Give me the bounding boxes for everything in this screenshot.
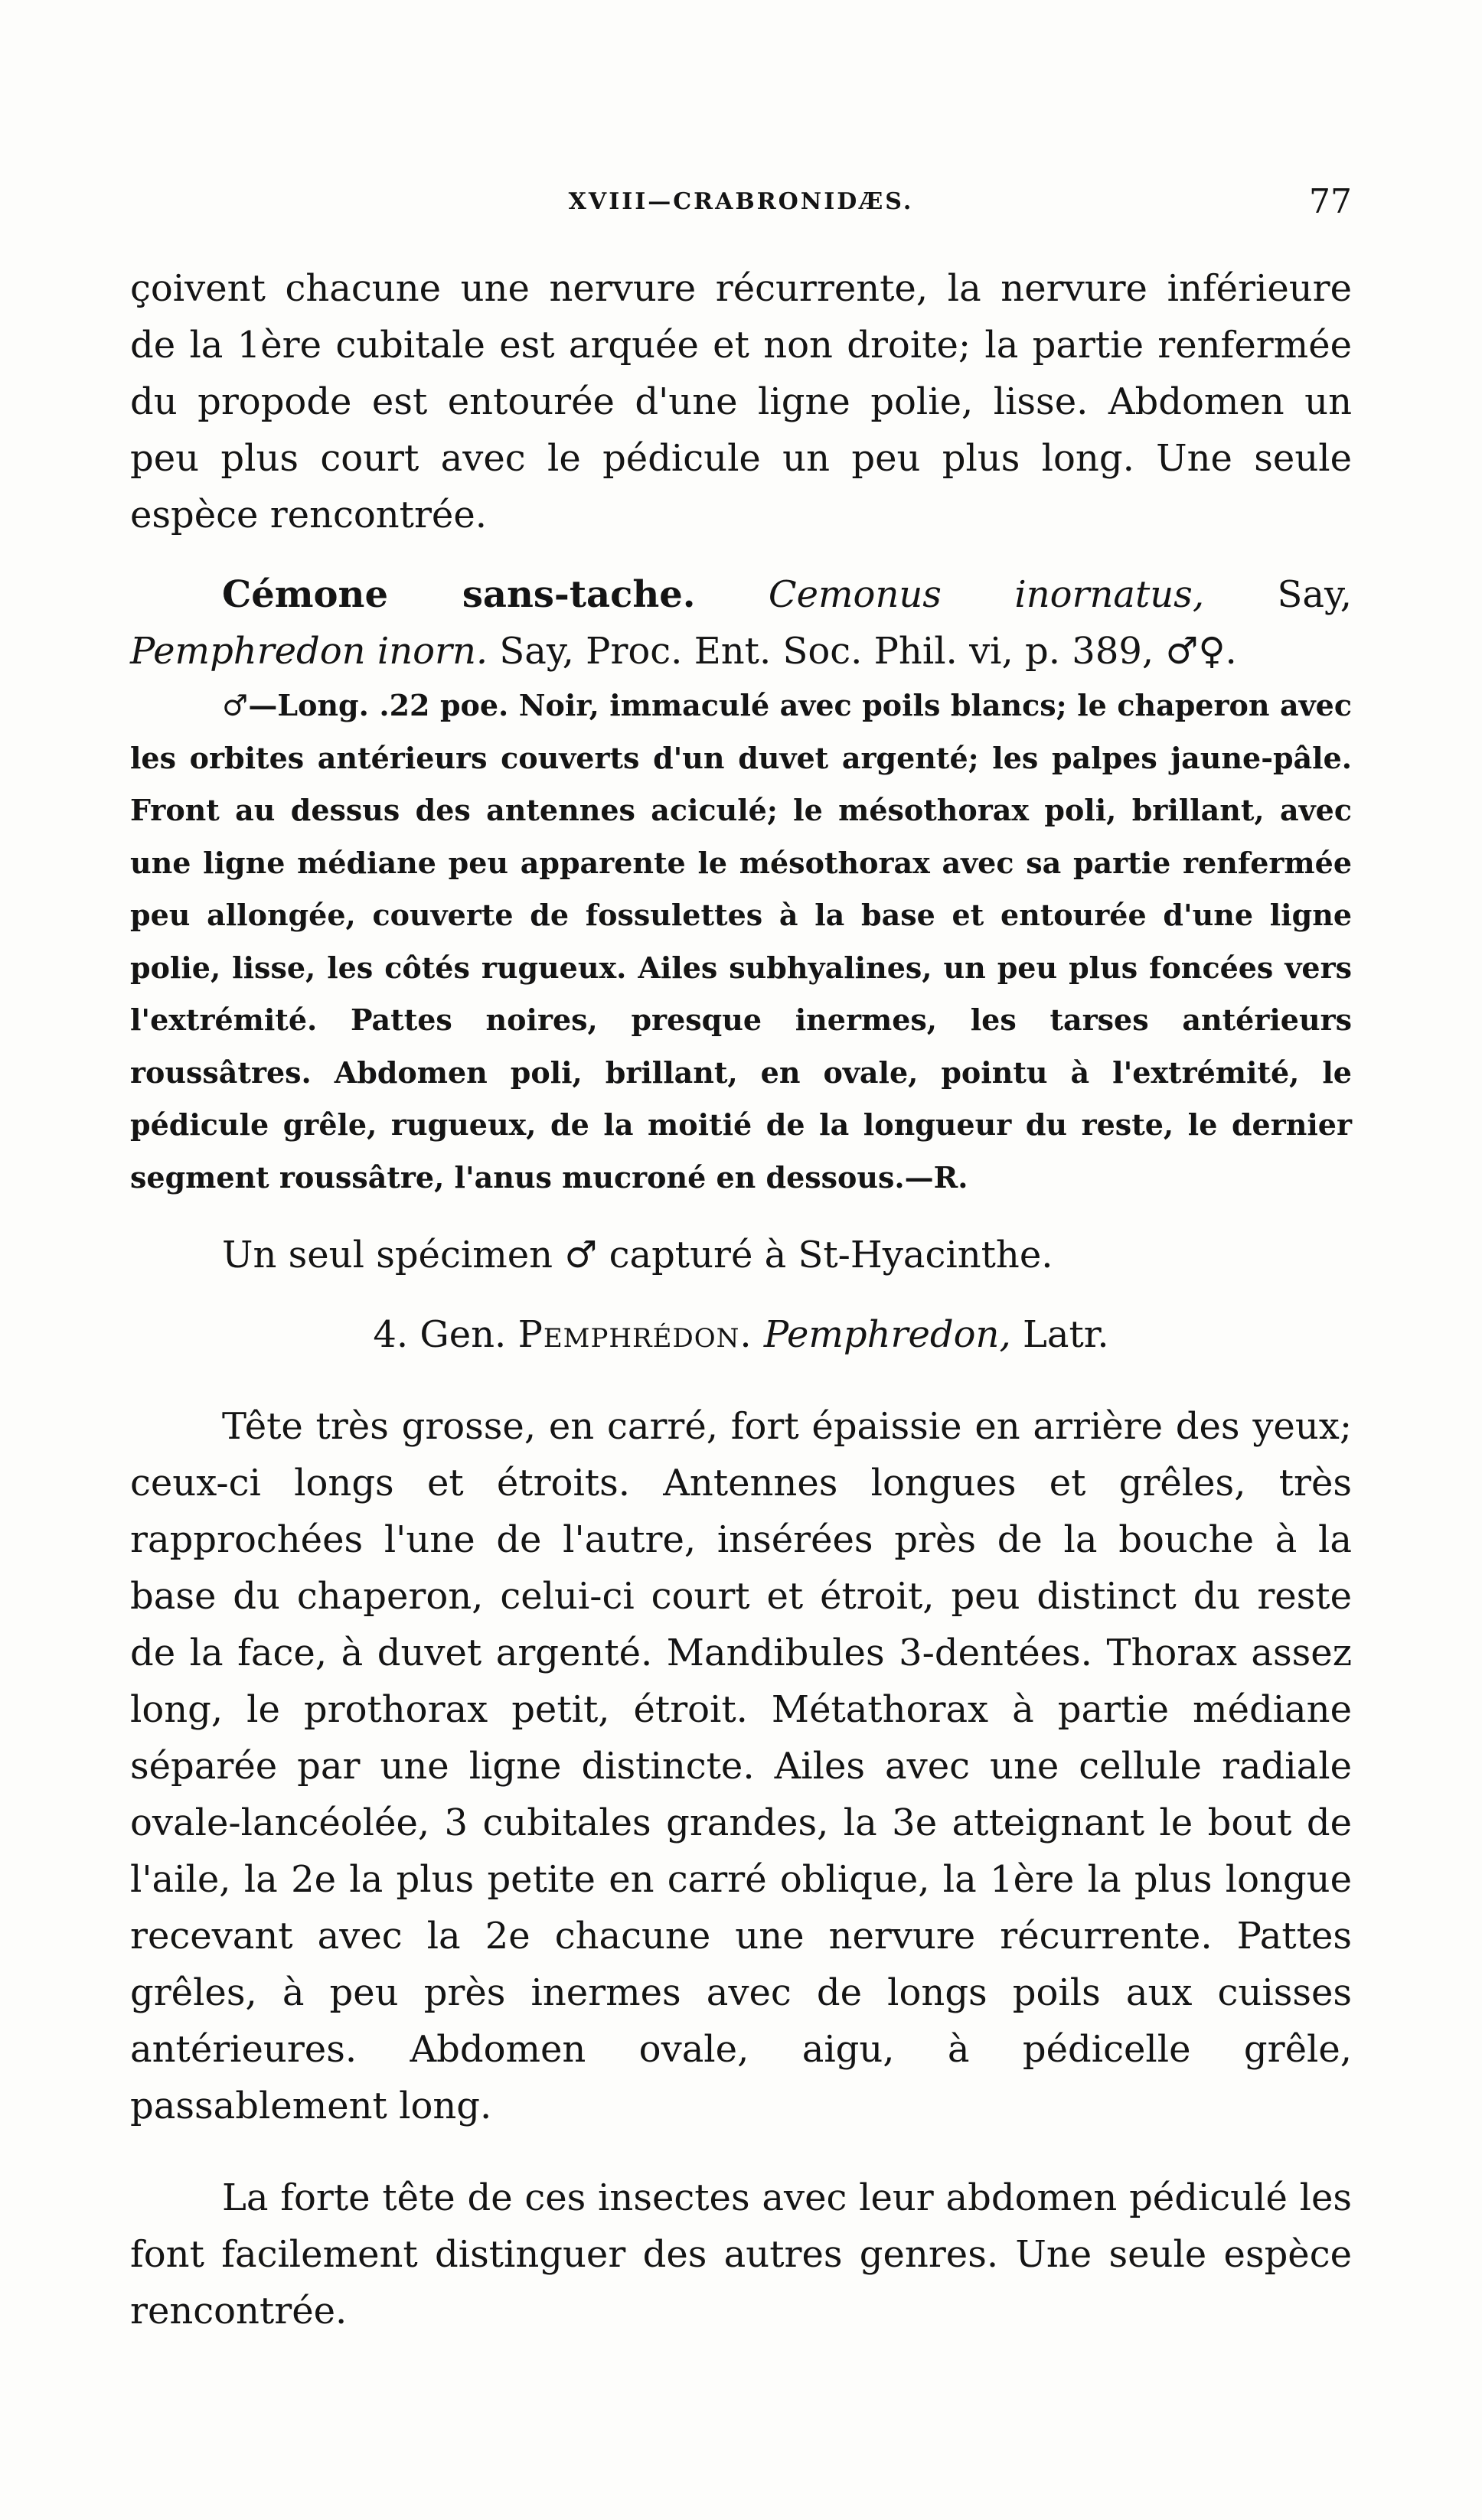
species-synonym: Pemphredon inorn. bbox=[130, 630, 488, 673]
closing-paragraph: La forte tête de ces insectes avec leur abdomen pédiculé les font facilement distinguer des autres genres. Une seule espèce rencontrée. bbox=[130, 2176, 1352, 2333]
species-reference: Say, Proc. Ent. Soc. Phil. vi, p. 389, ♂♀. bbox=[488, 630, 1237, 673]
genus-heading bbox=[130, 1306, 1352, 1363]
species-common-name: Cémone sans-tache. bbox=[222, 573, 696, 616]
species-description: ♂—Long. .22 poe. Noir, immaculé avec poils blancs; le chaperon avec les orbites antérieurs couverts d'un duvet argenté; les palpes jaune-pâle. Front au dessus des antennes aciculé; le mésothorax poli, brillant, avec une ligne médiane peu apparente le mésothorax avec sa partie renfermée peu allongée, couverte de fossulettes à la base et entourée d'une ligne polie, lisse, les côtés rugueux. Ailes subhyalines, un peu plus foncées vers l'extrémité. Pattes noires, presque inermes, les tarses antérieurs roussâtres. Abdomen poli, brillant, en ovale, pointu à l'extrémité, le pédicule grêle, rugueux, de la moitié de la longueur du reste, le dernier segment roussâtre, l'anus mucroné en dessous.—R. bbox=[130, 688, 1352, 1195]
genus-italic-name: Pemphredon, bbox=[752, 1313, 1011, 1356]
genus-description: Tête très grosse, en carré, fort épaissie en arrière des yeux; ceux-ci longs et étroits. Antennes longues et grêles, très rapprochées l'une de l'autre, insérées près de la bouche à la base du chaperon, celui-ci court et étroit, peu distinct du reste de la face, à duvet argenté. Mandibules 3-dentées. Thorax assez long, le prothorax petit, étroit. Métathorax à partie médiane séparée par une ligne distincte. Ailes avec une cellule radiale ovale-lancéolée, 3 cubitales grandes, la 3e atteignant le bout de l'aile, la 2e la plus petite en carré oblique, la 1ère la plus longue recevant avec la 2e chacune une nervure récurrente. Pattes grêles, à peu près inermes avec de longs poils aux cuisses antérieures. Abdomen ovale, aigu, à pédicelle grêle, passablement long. bbox=[130, 1405, 1352, 2127]
specimen-note: Un seul spécimen ♂ capturé à St-Hyacinthe. bbox=[222, 1234, 1053, 1276]
species-entry bbox=[130, 566, 1352, 680]
species-scientific-name: Cemonus inornatus, bbox=[768, 573, 1205, 616]
page-header bbox=[130, 182, 1352, 228]
genus-author: Latr. bbox=[1010, 1313, 1109, 1356]
running-head: XVIII—CRABRONIDÆS. bbox=[568, 188, 914, 215]
continuation-paragraph: çoivent chacune une nervure récurrente, la nervure inférieure de la 1ère cubitale est arquée et non droite; la partie renfermée du propode est entourée d'une ligne polie, lisse. Abdomen un peu plus court avec le pédicule un peu plus long. Une seule espèce rencontrée. bbox=[130, 267, 1352, 536]
genus-name: Pemphrédon. bbox=[517, 1313, 752, 1356]
species-author: Say, bbox=[1204, 573, 1352, 616]
page-body bbox=[130, 260, 1352, 2339]
genus-number: 4. Gen. bbox=[373, 1313, 518, 1356]
page-number: 77 bbox=[1309, 182, 1352, 221]
